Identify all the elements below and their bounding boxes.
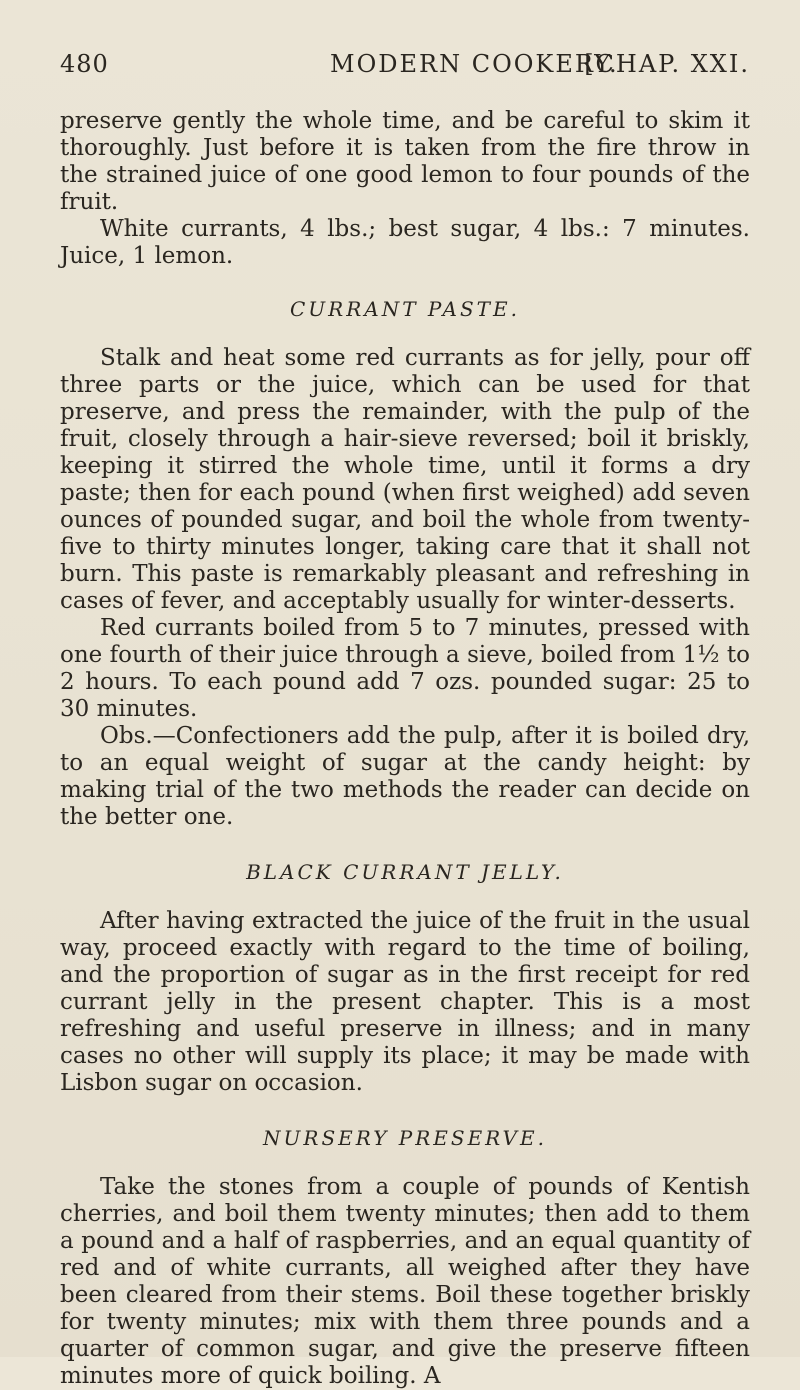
paragraph: Take the stones from a couple of pounds of Kentish cherries, and boil them twenty minutes; then add to them a pound and a half of raspberries, and an equal quantity of red and of white currants, all weighed after they have been cleared from their stems. Boil these together briskly for twenty minutes; mix with them three pounds and a quarter of common sugar, and give the preserve fifteen minutes more of quick boiling. A (60, 1174, 750, 1389)
paragraph: Red currants boiled from 5 to 7 minutes, pressed with one fourth of their juice through a sieve, boiled from 1½ to 2 hours. To each pound add 7 ozs. pounded sugar: 25 to 30 minutes. (60, 615, 750, 722)
paragraph: Stalk and heat some red currants as for jelly, pour off three parts or the juice, which can be used for that preserve, and press the remainder, with the pulp of the fruit, closely through a hair-sieve reversed; boil it briskly, keeping it stirred the whole time, until it forms a dry paste; then for each pound (when first weighed) add seven ounces of pounded sugar, and boil the whole from twenty-five to thirty minutes longer, taking care that it shall not burn. This paste is remarkably pleasant and refreshing in cases of fever, and acceptably usually for winter-desserts. (60, 345, 750, 614)
section-heading: CURRANT PASTE. (290, 297, 520, 321)
paragraph: White currants, 4 lbs.; best sugar, 4 lbs.: 7 minutes. Juice, 1 lemon. (60, 216, 750, 269)
page-body (60, 108, 750, 1390)
page-number: 480 (60, 50, 109, 78)
running-title: MODERN COOKERY. (330, 50, 619, 78)
page-header (60, 50, 750, 90)
paragraph: preserve gently the whole time, and be careful to skim it thoroughly. Just before it is taken from the fire throw in the strained juice of one good lemon to four pounds of the fruit. (60, 108, 750, 215)
section-heading: NURSERY PRESERVE. (263, 1126, 547, 1150)
section-heading: BLACK CURRANT JELLY. (246, 860, 564, 884)
paragraph: After having extracted the juice of the fruit in the usual way, proceed exactly with regard to the time of boiling, and the proportion of sugar as in the first receipt for red currant jelly in the present chapter. This is a most refreshing and useful preserve in illness; and in many cases no other will supply its place; it may be made with Lisbon sugar on occasion. (60, 908, 750, 1096)
chapter-label: [CHAP. XXI. (584, 50, 750, 78)
paragraph: Obs.—Confectioners add the pulp, after it is boiled dry, to an equal weight of sugar at the candy height: by making trial of the two methods the reader can decide on the better one. (60, 723, 750, 830)
